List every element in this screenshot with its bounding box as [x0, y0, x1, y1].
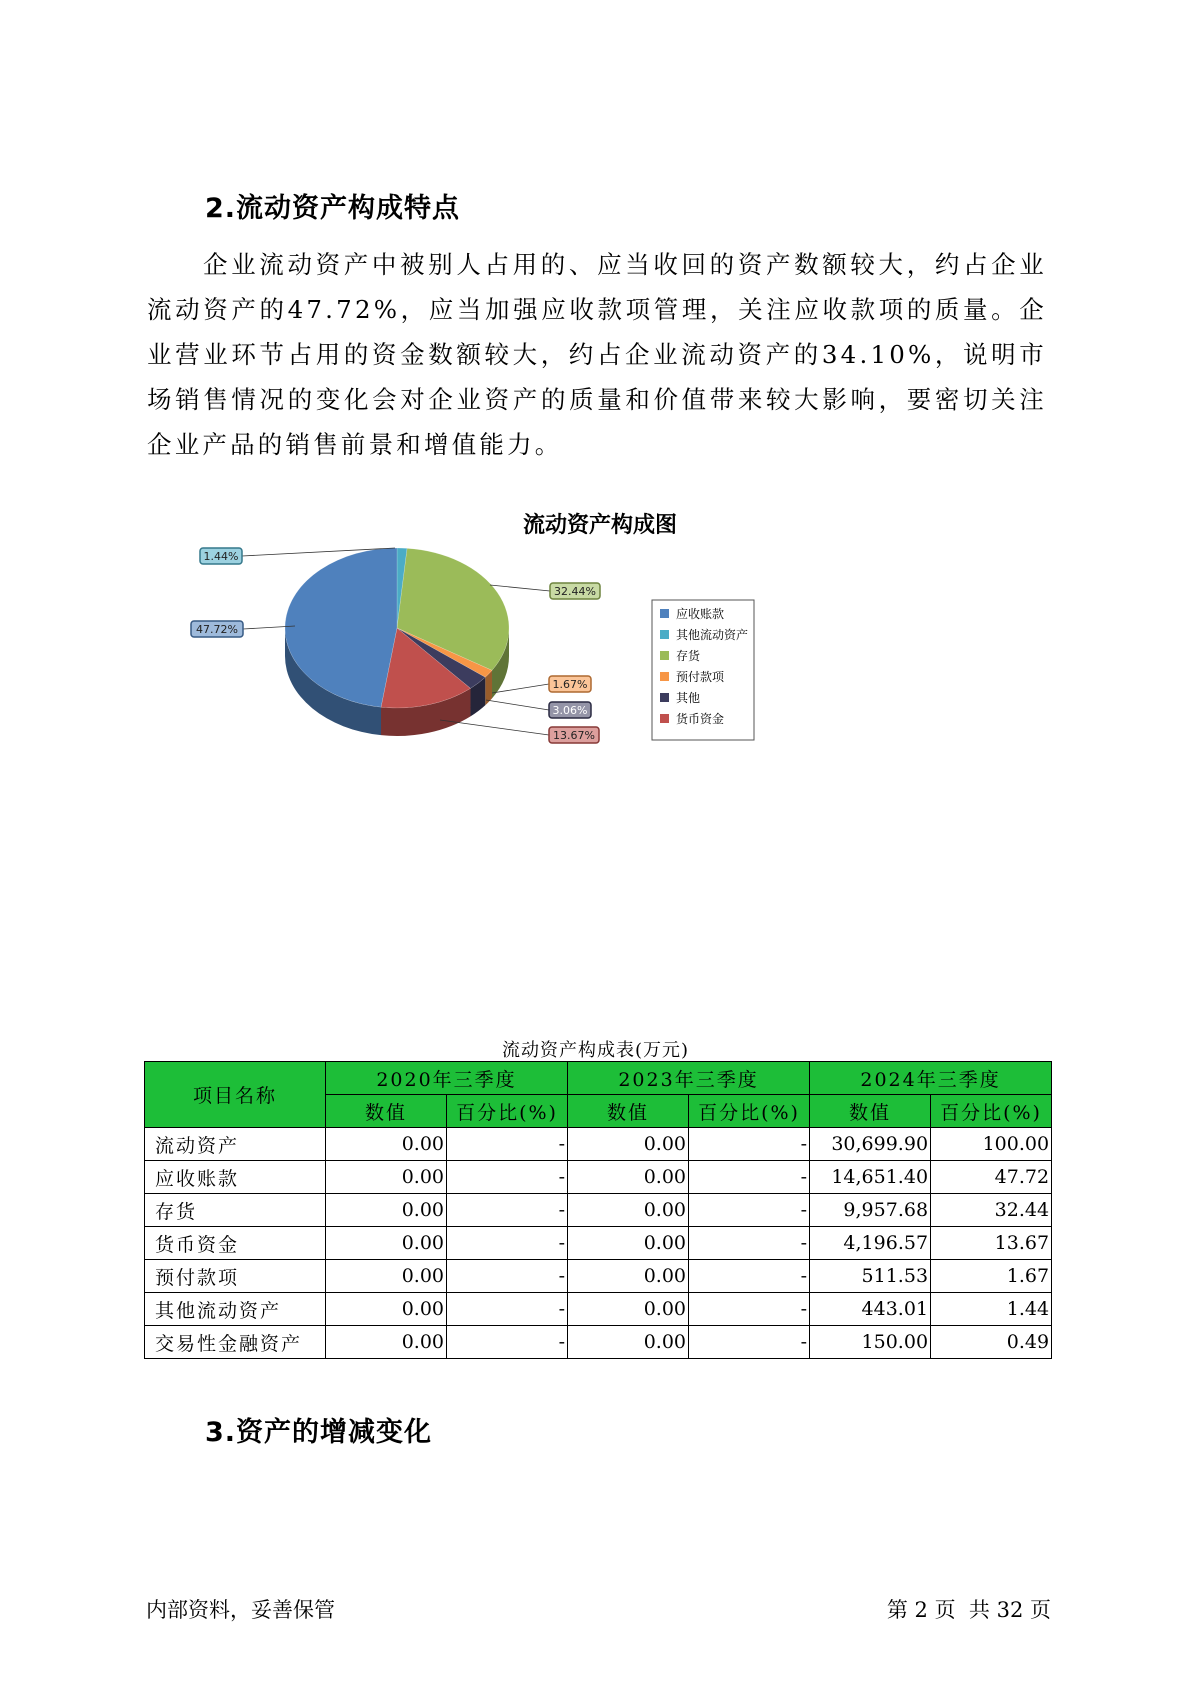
- table-row: [145, 1194, 1052, 1227]
- leader-line: [490, 585, 550, 591]
- percent-cell: 32.44: [931, 1194, 1052, 1227]
- percent-cell: -: [447, 1260, 568, 1293]
- legend-swatch: [660, 714, 669, 723]
- header-period: 2020年三季度: [326, 1062, 568, 1095]
- percent-cell: -: [447, 1293, 568, 1326]
- row-label: 流动资产: [145, 1128, 326, 1161]
- row-label: 预付款项: [145, 1260, 326, 1293]
- table-caption: 流动资产构成表(万元): [501, 1040, 690, 1061]
- pie-chart: [150, 500, 850, 830]
- percent-cell: -: [447, 1128, 568, 1161]
- percent-cell: 1.44: [931, 1293, 1052, 1326]
- value-cell: 0.00: [568, 1161, 689, 1194]
- table-row: [145, 1227, 1052, 1260]
- percent-cell: -: [447, 1194, 568, 1227]
- legend-item: 存货: [676, 649, 701, 663]
- data-label: 1.67%: [552, 678, 588, 691]
- table-row: [145, 1161, 1052, 1194]
- data-label: 1.44%: [203, 550, 239, 563]
- header-value: 数值: [810, 1095, 931, 1128]
- footer-page-number: 第 2 页 共 32 页: [886, 1598, 1051, 1622]
- table-row: [145, 1128, 1052, 1161]
- header-period: 2023年三季度: [568, 1062, 810, 1095]
- value-cell: 511.53: [810, 1260, 931, 1293]
- percent-cell: 47.72: [931, 1161, 1052, 1194]
- legend-item: 货币资金: [676, 712, 725, 726]
- value-cell: 4,196.57: [810, 1227, 931, 1260]
- legend-swatch: [660, 693, 669, 702]
- percent-cell: -: [689, 1227, 810, 1260]
- header-value: 数值: [326, 1095, 447, 1128]
- percent-cell: -: [689, 1161, 810, 1194]
- percent-cell: 13.67: [931, 1227, 1052, 1260]
- legend-item: 应收账款: [676, 607, 725, 621]
- section-heading: 3.资产的增减变化: [205, 1417, 433, 1448]
- percent-cell: 100.00: [931, 1128, 1052, 1161]
- legend-item: 其他流动资产: [676, 628, 749, 642]
- percent-cell: -: [447, 1227, 568, 1260]
- header-percent: 百分比(%): [931, 1095, 1052, 1128]
- value-cell: 30,699.90: [810, 1128, 931, 1161]
- data-label: 32.44%: [554, 585, 596, 598]
- legend-swatch: [660, 609, 669, 618]
- percent-cell: -: [689, 1194, 810, 1227]
- value-cell: 0.00: [326, 1227, 447, 1260]
- row-label: 其他流动资产: [145, 1293, 326, 1326]
- section-heading: 2.流动资产构成特点: [205, 193, 461, 224]
- percent-cell: -: [447, 1161, 568, 1194]
- value-cell: 0.00: [326, 1194, 447, 1227]
- table-row: [145, 1293, 1052, 1326]
- header-percent: 百分比(%): [689, 1095, 810, 1128]
- percent-cell: 0.49: [931, 1326, 1052, 1359]
- value-cell: 0.00: [326, 1293, 447, 1326]
- percent-cell: -: [447, 1326, 568, 1359]
- percent-cell: -: [689, 1260, 810, 1293]
- header-item-name: 项目名称: [145, 1062, 326, 1128]
- legend-swatch: [660, 630, 669, 639]
- legend-swatch: [660, 672, 669, 681]
- header-value: 数值: [568, 1095, 689, 1128]
- footer-confidential: 内部资料，妥善保管: [146, 1598, 335, 1622]
- value-cell: 0.00: [326, 1260, 447, 1293]
- value-cell: 150.00: [810, 1326, 931, 1359]
- value-cell: 443.01: [810, 1293, 931, 1326]
- header-period: 2024年三季度: [810, 1062, 1052, 1095]
- leader-line: [440, 720, 549, 735]
- value-cell: 0.00: [568, 1260, 689, 1293]
- value-cell: 0.00: [568, 1293, 689, 1326]
- table-row: [145, 1260, 1052, 1293]
- legend-item: 其他: [676, 691, 701, 705]
- value-cell: 0.00: [326, 1326, 447, 1359]
- value-cell: 0.00: [568, 1326, 689, 1359]
- leader-line: [486, 700, 549, 710]
- value-cell: 14,651.40: [810, 1161, 931, 1194]
- percent-cell: 1.67: [931, 1260, 1052, 1293]
- value-cell: 0.00: [326, 1128, 447, 1161]
- body-paragraph: 企业流动资产中被别人占用的、应当收回的资产数额较大，约占企业流动资产的47.72%，应当加强应收款项管理，关注应收款项的质量。企业营业环节占用的资金数额较大，约占企业流动资产的34.10%，说明市场销售情况的变化会对企业资产的质量和价值带来较大影响，要密切关注企业产品的销售前景和增值能力。: [147, 250, 1047, 459]
- value-cell: 0.00: [568, 1128, 689, 1161]
- legend-item: 预付款项: [676, 670, 725, 684]
- current-assets-table: [144, 1061, 1052, 1359]
- table-row: [145, 1326, 1052, 1359]
- percent-cell: -: [689, 1128, 810, 1161]
- value-cell: 0.00: [326, 1161, 447, 1194]
- header-percent: 百分比(%): [447, 1095, 568, 1128]
- row-label: 货币资金: [145, 1227, 326, 1260]
- row-label: 交易性金融资产: [145, 1326, 326, 1359]
- row-label: 存货: [145, 1194, 326, 1227]
- legend-swatch: [660, 651, 669, 660]
- chart-title: 流动资产构成图: [522, 513, 678, 538]
- value-cell: 9,957.68: [810, 1194, 931, 1227]
- row-label: 应收账款: [145, 1161, 326, 1194]
- percent-cell: -: [689, 1326, 810, 1359]
- value-cell: 0.00: [568, 1227, 689, 1260]
- data-label: 13.67%: [553, 729, 595, 742]
- data-label: 3.06%: [552, 704, 588, 717]
- percent-cell: -: [689, 1293, 810, 1326]
- value-cell: 0.00: [568, 1194, 689, 1227]
- data-label: 47.72%: [196, 623, 238, 636]
